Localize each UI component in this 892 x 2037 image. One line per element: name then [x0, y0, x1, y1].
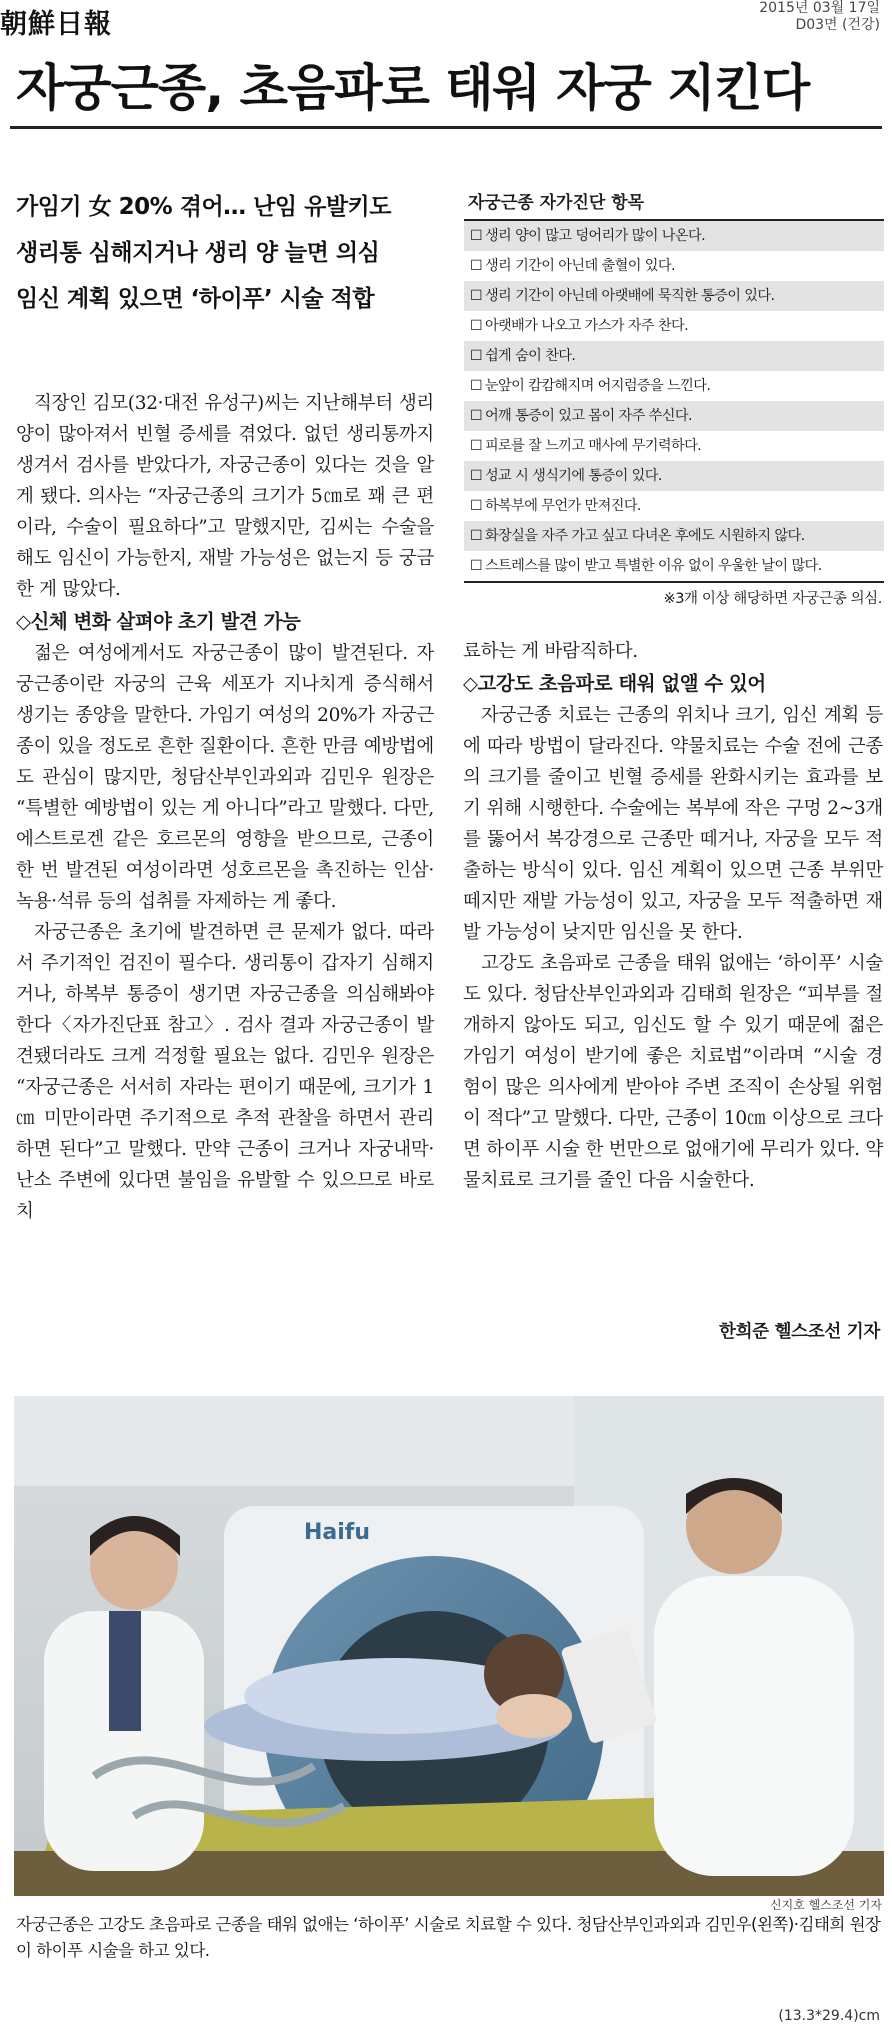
checkbox-icon: ☐	[470, 408, 482, 424]
checklist-item: ☐ 어깨 통증이 있고 몸이 자주 쑤신다.	[464, 401, 884, 431]
section-heading-early-detection: ◇신체 변화 살펴야 초기 발견 가능	[16, 610, 301, 633]
checklist-item: ☐ 성교 시 생식기에 통증이 있다.	[464, 461, 884, 491]
body-paragraph: 고강도 초음파로 근종을 태워 없애는 ‘하이푸’ 시술도 있다. 청담산부인과외과 김태희 원장은 “피부를 절개하지 않아도 되고, 임신도 할 수 있기 때문에 젊은 가임기 여성이 받기에 좋은 치료법”이라며 “시술 경험이 많은 의사에게 받아야 주변 조직이 손상될 위험이 적다”고 말했다. 다만, 근종이 10㎝ 이상으로 크다면 하이푸 시술 한 번만으로 없애기에 무리가 있다. 약물치료로 크기를 줄인 다음 시술한다.	[463, 953, 883, 1191]
checklist-item: ☐ 생리 양이 많고 덩어리가 많이 나온다.	[464, 221, 884, 251]
checkbox-icon: ☐	[470, 558, 482, 574]
checklist-item: ☐ 화장실을 자주 가고 싶고 다녀온 후에도 시원하지 않다.	[464, 521, 884, 551]
checklist-item: ☐ 눈앞이 캄캄해지며 어지럼증을 느낀다.	[470, 378, 711, 394]
checklist-item: ☐ 스트레스를 많이 받고 특별한 이유 없이 우울한 날이 많다.	[470, 558, 822, 574]
headline-divider	[10, 126, 882, 129]
checkbox-icon: ☐	[470, 348, 482, 364]
checklist-note: ※3개 이상 해당하면 자궁근종 의심.	[663, 591, 882, 607]
photo-caption: 자궁근종은 고강도 초음파로 근종을 태워 없애는 ‘하이푸’ 시술로 치료할 수 있다. 청담산부인과외과 김민우(왼쪽)·김태희 원장이 하이푸 시술을 하고 있다.	[16, 1915, 881, 1960]
checkbox-icon: ☐	[470, 378, 482, 394]
size-note: (13.3*29.4)cm	[778, 2008, 880, 2024]
checkbox-icon: ☐	[470, 228, 482, 244]
subhead-1: 가임기 女 20% 겪어… 난임 유발키도	[16, 194, 391, 220]
page-section: D03면 (건강)	[795, 17, 880, 33]
masthead	[0, 0, 892, 40]
photo-credit: 신지호 헬스조선 기자	[770, 1898, 882, 1912]
checklist-item: ☐ 쉽게 숨이 찬다.	[464, 341, 884, 371]
hifu-procedure-photo	[14, 1396, 884, 1896]
subheads	[16, 184, 446, 322]
checklist-item: ☐ 하복부에 무언가 만져진다.	[470, 498, 641, 514]
machine-label: Haifu	[304, 1520, 371, 1545]
checklist-item: ☐ 생리 기간이 아닌데 아랫배에 묵직한 통증이 있다.	[464, 281, 884, 311]
checklist-item: ☐ 피로를 잘 느끼고 매사에 무기력하다.	[470, 438, 702, 454]
checklist-item: ☐ 생리 기간이 아닌데 출혈이 있다.	[470, 258, 675, 274]
byline: 한희준 헬스조선 기자	[718, 1322, 880, 1342]
checkbox-icon: ☐	[470, 288, 482, 304]
subhead-3: 임신 계획 있으면 ‘하이푸’ 시술 적합	[16, 286, 375, 312]
body-paragraph: 젊은 여성에게서도 자궁근종이 많이 발견된다. 자궁근종이란 자궁의 근육 세포가 지나치게 증식해서 생기는 종양을 말한다. 가임기 여성의 20%가 자궁근종이 있을 정도로 흔한 질환이다. 흔한 만큼 예방법에도 관심이 많지만, 청담산부인과외과 김민우 원장은 “특별한 예방법이 있는 게 아니다”라고 말했다. 다만, 에스트로겐 같은 호르몬의 영향을 받으므로, 근종이 한 번 발견된 여성이라면 성호르몬을 촉진하는 인삼·녹용·석류 등의 섭취를 자제하는 게 좋다.	[16, 643, 434, 912]
body-paragraph-intro: 직장인 김모(32·대전 유성구)씨는 지난해부터 생리 양이 많아져서 빈혈 증세를 겪었다. 없던 생리통까지 생겨서 검사를 받았다가, 자궁근종이 있다는 것을 알게 됐다. 의사는 “자궁근종의 크기가 5㎝로 꽤 큰 편이라, 수술이 필요하다”고 말했지만, 김씨는 수술을 해도 임신이 가능한지, 재발 가능성은 없는지 등 궁금한 게 많았다.	[16, 393, 434, 600]
checkbox-icon: ☐	[470, 528, 482, 544]
body-paragraph: 자궁근종 치료는 근종의 위치나 크기, 임신 계획 등에 따라 방법이 달라진다. 약물치료는 수술 전에 근종의 크기를 줄이고 빈혈 증세를 완화시키는 효과를 보기 위해 시행한다. 수술에는 복부에 작은 구멍 2~3개를 뚫어서 복강경으로 근종만 떼거나, 자궁을 모두 적출하는 방식이 있다. 임신 계획이 있으면 근종 부위만 떼지만 재발 가능성이 있고, 자궁을 모두 적출하면 재발 가능성이 낮지만 임신을 못 한다.	[463, 705, 883, 943]
checklist-item: ☐ 아랫배가 나오고 가스가 자주 찬다.	[470, 318, 688, 334]
article-column-left	[16, 388, 434, 1227]
section-heading-hifu: ◇고강도 초음파로 태워 없앨 수 있어	[463, 672, 766, 695]
subhead-2: 생리통 심해지거나 생리 양 늘면 의심	[16, 240, 380, 266]
publication-date: 2015년 03월 17일	[759, 0, 880, 16]
article-photo	[14, 1396, 884, 1896]
self-diagnosis-checklist	[464, 188, 884, 608]
checkbox-icon: ☐	[470, 438, 482, 454]
body-paragraph-continuation: 료하는 게 바람직하다.	[463, 641, 638, 662]
checkbox-icon: ☐	[470, 468, 482, 484]
article-headline: 자궁근종, 초음파로 태워 자궁 지킨다	[16, 59, 810, 117]
checkbox-icon: ☐	[470, 498, 482, 514]
newspaper-logo: 朝鮮日報	[0, 9, 112, 40]
publication-info	[759, 0, 880, 34]
body-paragraph: 자궁근종은 초기에 발견하면 큰 문제가 없다. 따라서 주기적인 검진이 필수다. 생리통이 갑자기 심해지거나, 하복부 통증이 생기면 자궁근종을 의심해봐야 한다〈자가진단표 참고〉. 검사 결과 자궁근종이 발견됐더라도 크게 걱정할 필요는 없다. 김민우 원장은 “자궁근종은 서서히 자라는 편이기 때문에, 크기가 1㎝ 미만이라면 주기적으로 추적 관찰을 하면서 관리하면 된다”고 말했다. 만약 근종이 크거나 자궁내막·난소 주변에 있다면 불임을 유발할 수 있으므로 바로 치	[16, 922, 434, 1222]
checkbox-icon: ☐	[470, 258, 482, 274]
checklist-title: 자궁근종 자가진단 항목	[464, 188, 884, 221]
checkbox-icon: ☐	[470, 318, 482, 334]
article-column-right	[463, 636, 883, 1196]
